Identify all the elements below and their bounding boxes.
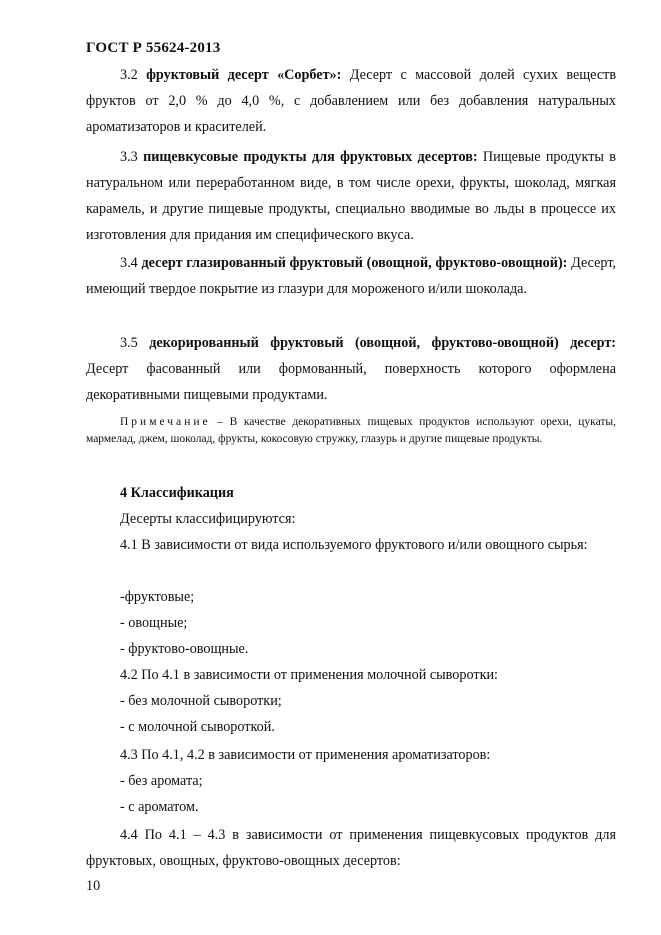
list-item: - фруктово-овощные. [120,641,249,657]
definition-text: Десерт, имеющий твердое покрытие из глазури для мороженого и/или шоколада. [86,255,616,297]
definition-number: 3.5 [120,335,138,351]
list-item: - овощные; [120,615,188,631]
clause-4-2: 4.2 По 4.1 в зависимости от применения молочной сыворотки: [120,667,498,683]
definition-number: 3.2 [120,67,138,83]
definition-text: Десерт с массовой долей сухих веществ фруктов от 2,0 % до 4,0 %, с добавлением или без добавления натуральных ароматизаторов и красителей. [86,67,617,135]
note-label: Примечание [120,416,211,428]
definition-term: пищевкусовые продукты для фруктовых десертов: [143,149,478,165]
definition-term: декорированный фруктовый (овощной, фруктово-овощной) десерт: [149,335,617,351]
definition-number: 3.3 [120,149,138,165]
list-item: - без молочной сыворотки; [120,693,282,709]
clause-4-3: 4.3 По 4.1, 4.2 в зависимости от применения ароматизаторов: [120,747,491,763]
section-title: 4 Классификация [120,485,234,501]
definition-term: десерт глазированный фруктовый (овощной, фруктово-овощной): [141,255,568,271]
document-header: ГОСТ Р 55624-2013 [86,40,221,56]
clause-4-4: 4.4 По 4.1 – 4.3 в зависимости от применения пищевкусовых продуктов для фруктовых, овощных, фруктово-овощных десертов: [86,827,616,869]
definition-3-3 [86,144,616,248]
section-intro: Десерты классифицируются: [120,511,296,527]
note [86,414,616,448]
list-item: - без аромата; [120,773,203,789]
definition-3-2 [86,62,616,140]
definition-3-5 [86,330,616,408]
clause-4-1: 4.1 В зависимости от вида используемого фруктового и/или овощного сырья: [120,537,588,553]
definition-3-4 [86,250,616,302]
definition-text: Десерт фасованный или формованный, поверхность которого оформлена декоративными пищевыми продуктами. [86,361,616,403]
definition-number: 3.4 [120,255,138,271]
definition-text: Пищевые продукты в натуральном или переработанном виде, в том числе орехи, фрукты, шоколад, мягкая карамель, и другие пищевые продукты, специально вводимые во льды в процессе их изготовления для придания им специфического вкуса. [86,149,616,243]
list-item: -фруктовые; [120,589,195,605]
list-item: - с молочной сывороткой. [120,719,275,735]
note-text: – В качестве декоративных пищевых продуктов используют орехи, цукаты, мармелад, джем, шоколад, фрукты, кокосовую стружку, глазурь и другие пищевые продукты. [86,416,617,445]
page-number: 10 [86,878,101,894]
list-item: - с ароматом. [120,799,199,815]
definition-term: фруктовый десерт «Сорбет»: [146,67,342,83]
